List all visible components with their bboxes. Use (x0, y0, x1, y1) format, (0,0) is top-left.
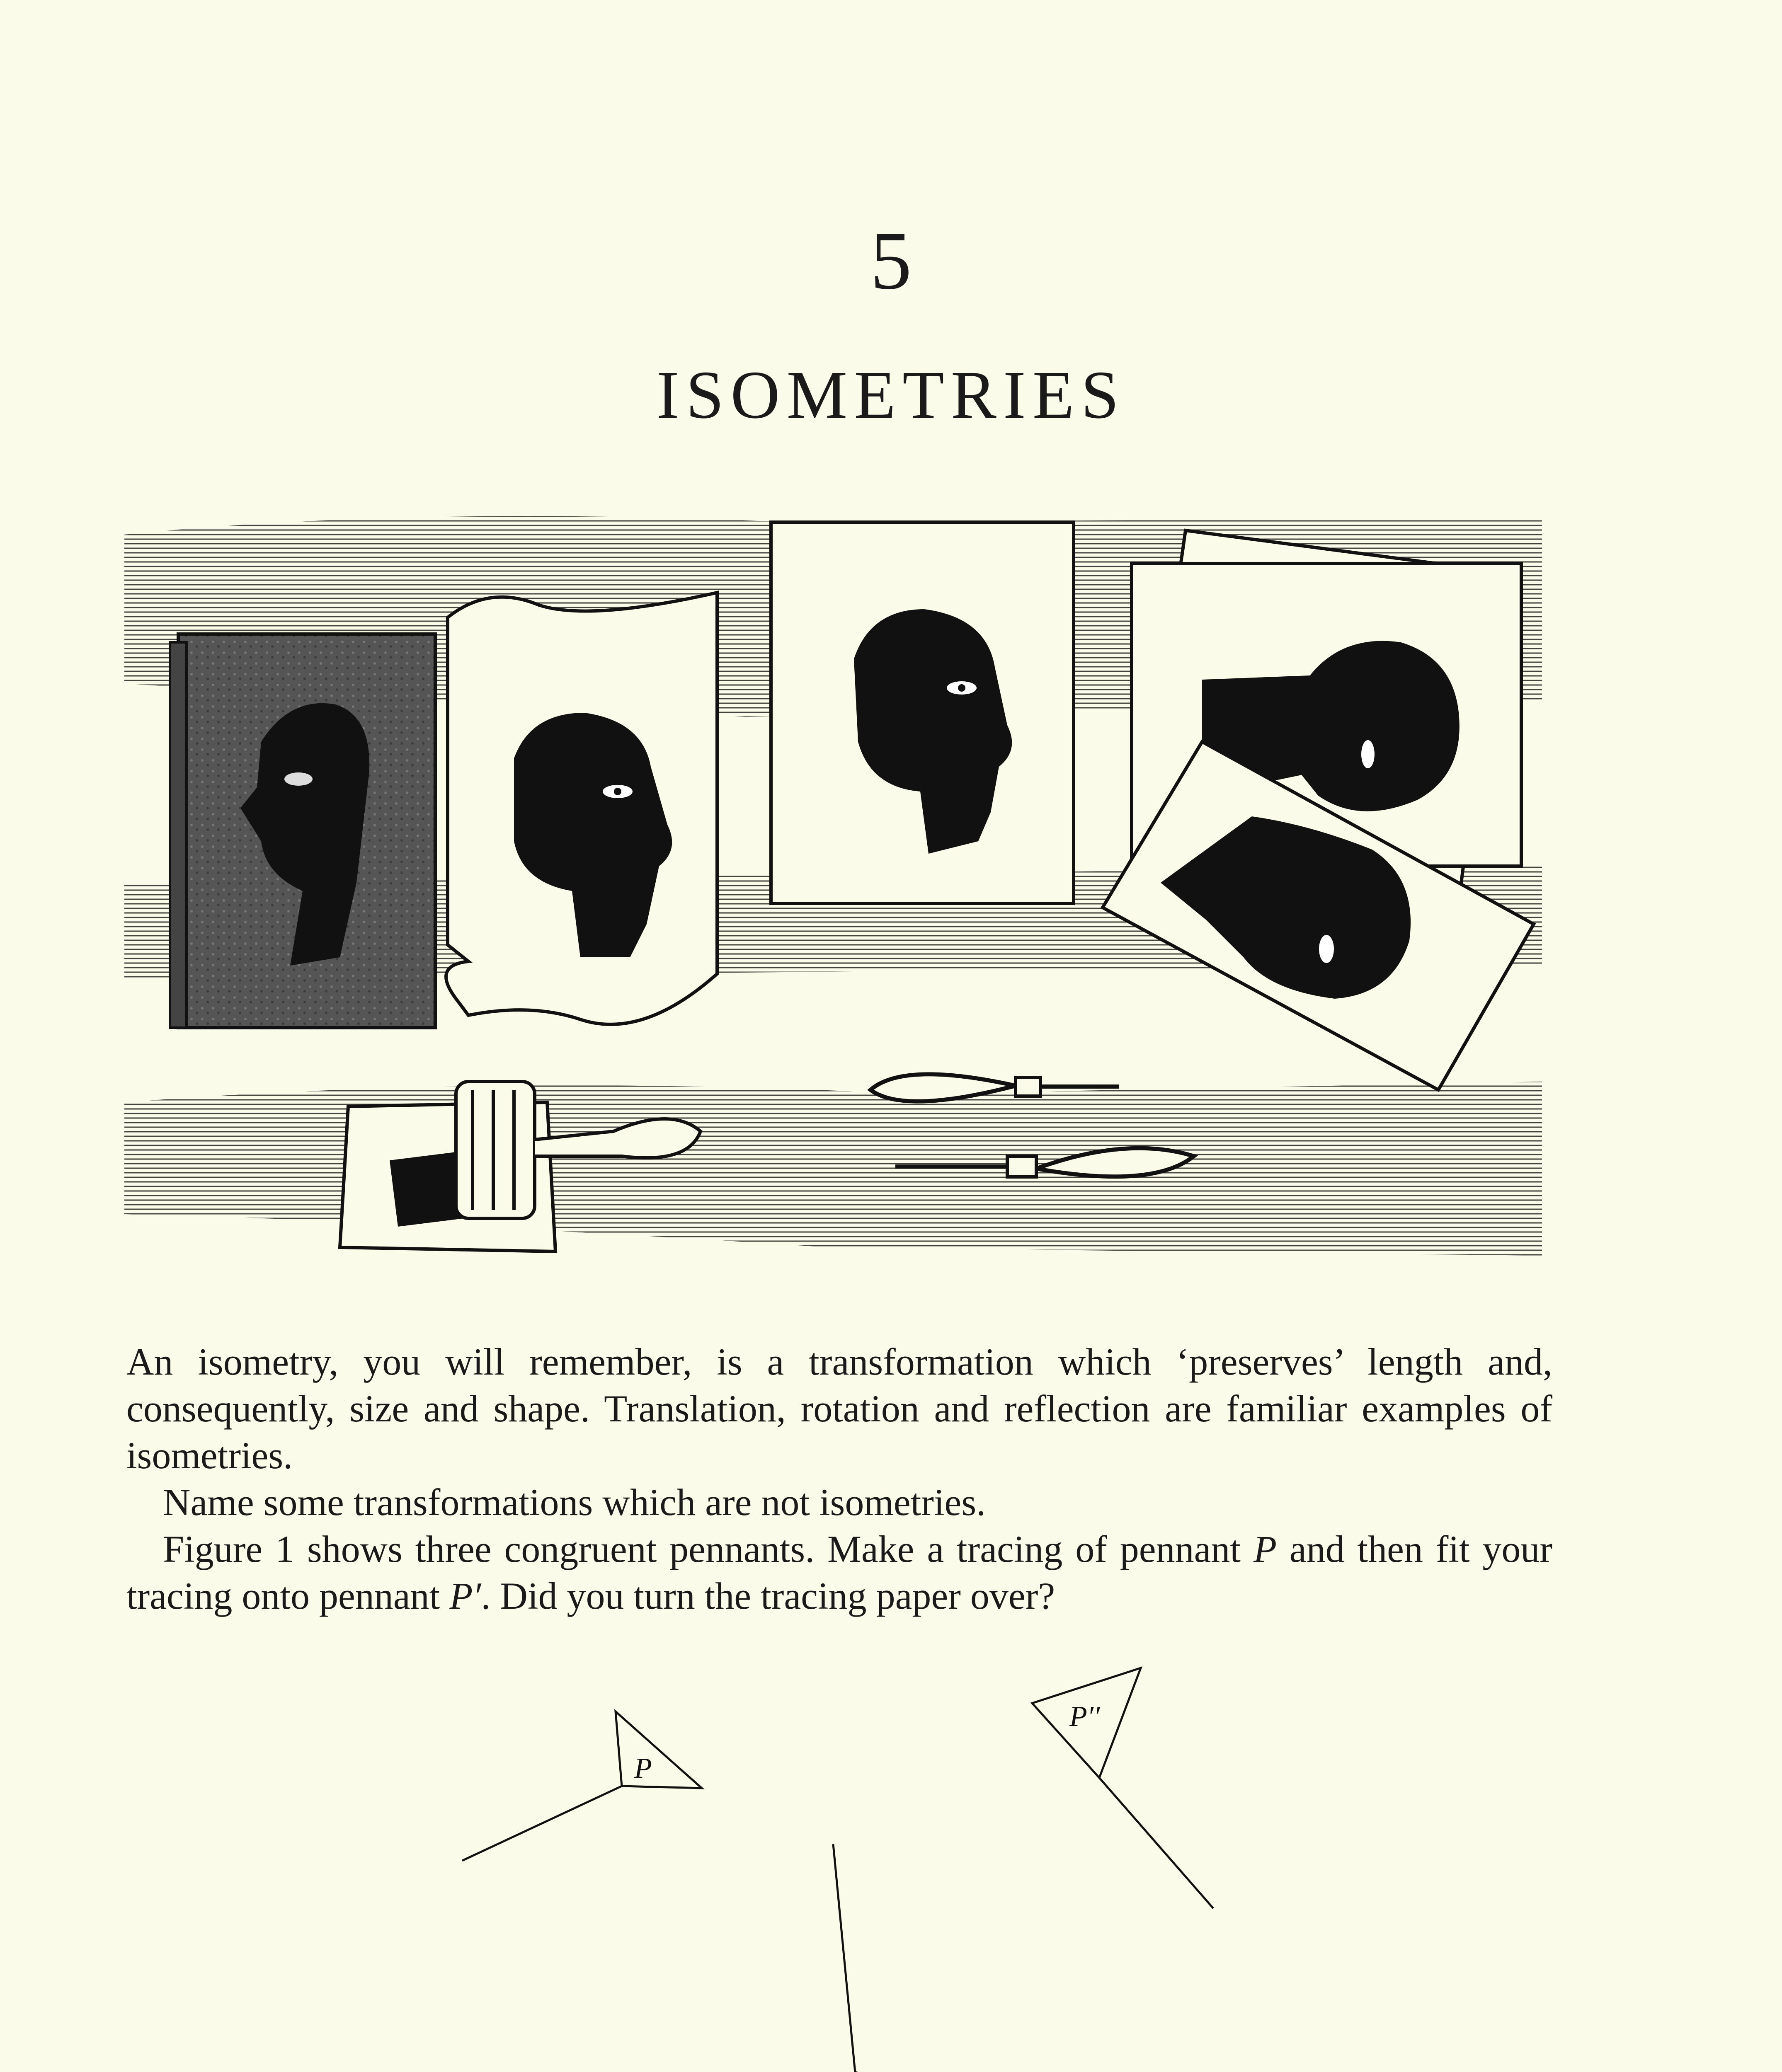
pennant-p-double-prime-label: P′′ (1069, 1701, 1100, 1733)
chapter-number: 5 (870, 215, 912, 307)
book-print (170, 634, 435, 1028)
chapter-title: ISOMETRIES (656, 357, 1126, 433)
chapter-illustration (124, 510, 1542, 1276)
paragraph: An isometry, you will remember, is a transformation which ‘preserves’ length and, consequently, size and shape. Translation, rotation and reflection are familiar examples of isometries. (126, 1341, 1552, 1477)
math-p: P (1253, 1528, 1277, 1570)
body-text (126, 1339, 1552, 1619)
paragraph: Name some transformations which are not isometries. (163, 1481, 986, 1523)
pennant-p-label: P (634, 1752, 652, 1784)
pennant-p (462, 1711, 702, 1861)
figure-pennants (415, 1658, 1244, 2072)
text-span: and then fit your tracing onto pennant (126, 1528, 1552, 1617)
upright-print (771, 522, 1074, 903)
math-p-prime: P′ (449, 1575, 481, 1617)
paragraph (126, 1526, 1552, 1619)
text-span: . Did you turn the tracing paper over? (481, 1575, 1055, 1617)
text-span: Figure 1 shows three congruent pennants. Make a tracing of pennant (163, 1528, 1253, 1570)
pennant-p-double-prime (1032, 1668, 1213, 1908)
pennant-p-prime (833, 1844, 964, 2072)
curling-sheet (446, 593, 717, 1024)
